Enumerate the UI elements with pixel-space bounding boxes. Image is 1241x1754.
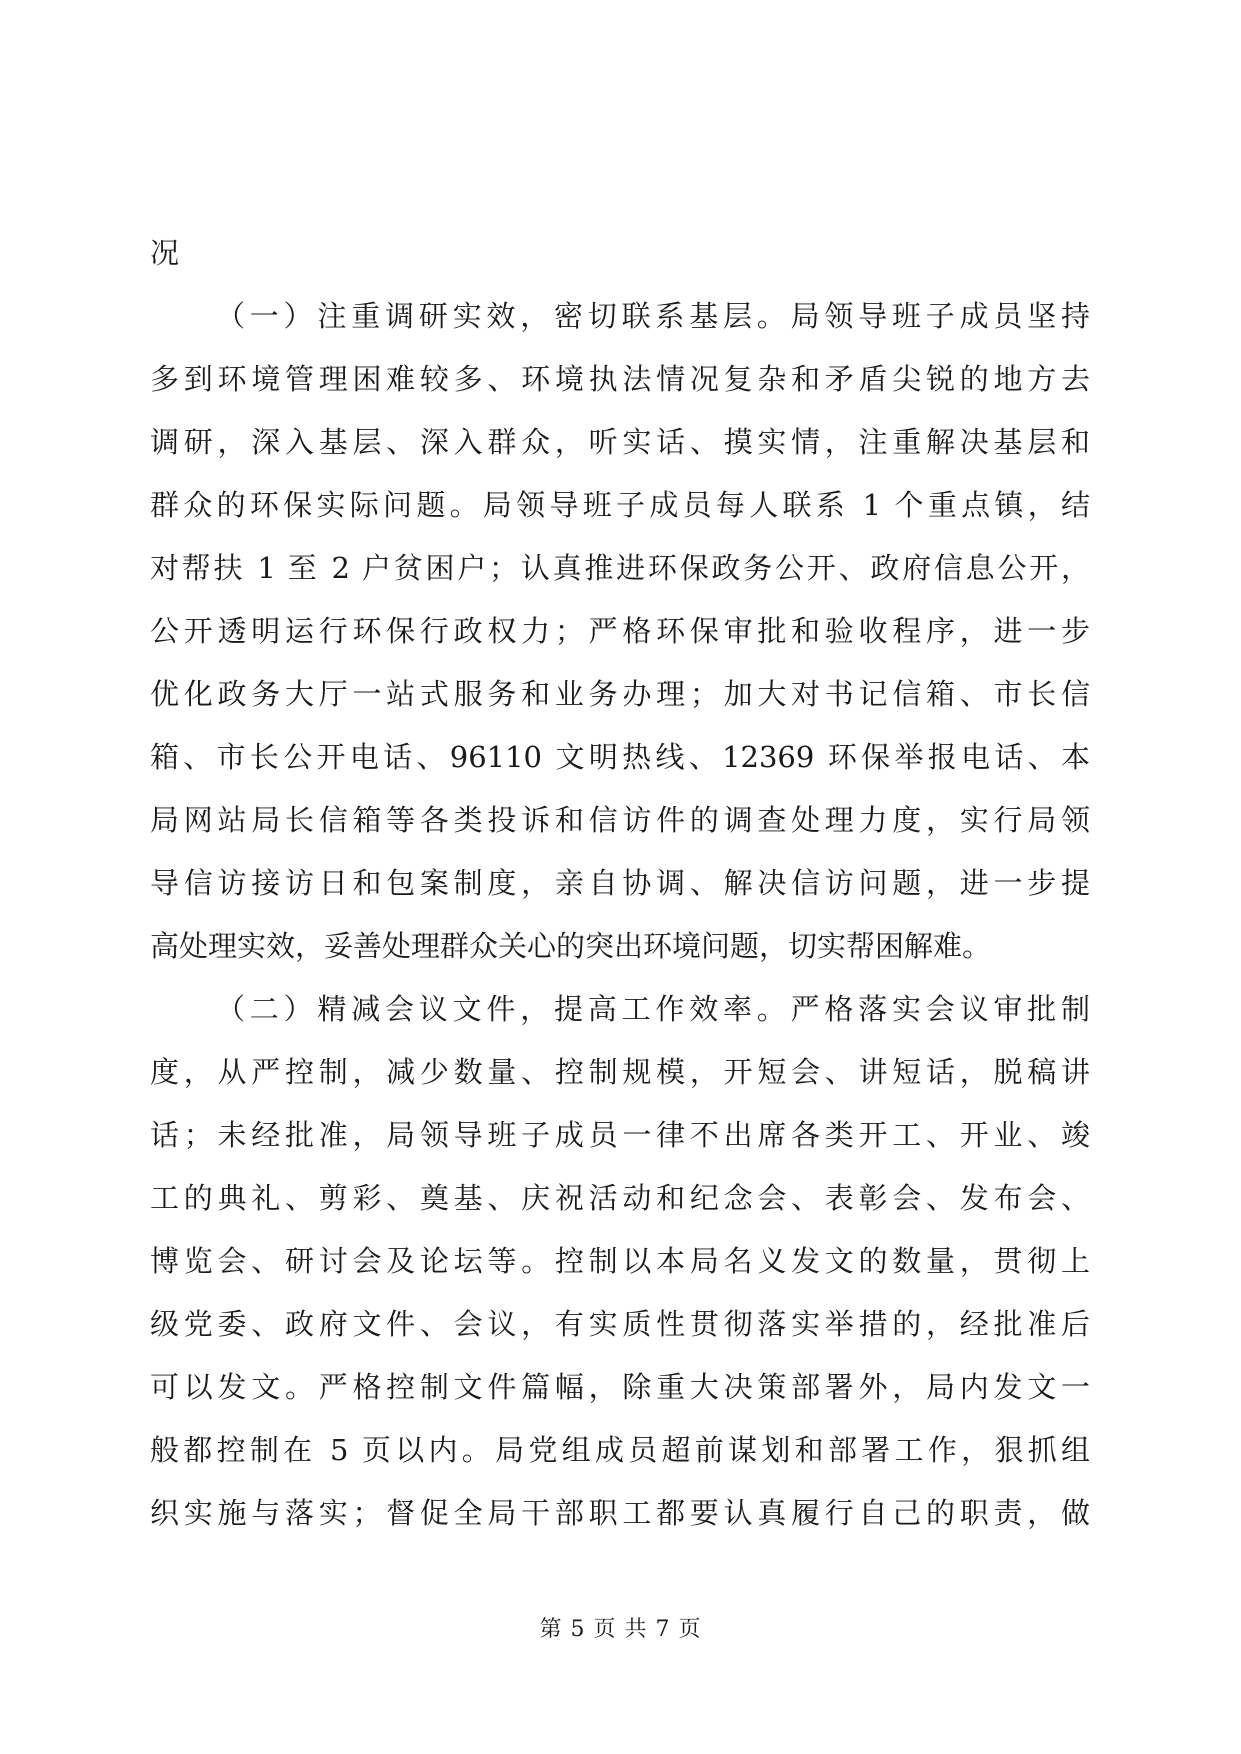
text-line: （二）精减会议文件，提高工作效率。严格落实会议审批制 (216, 992, 1090, 1026)
text-line: 箱、市长公开电话、96110 文明热线、12369 环保举报电话、本 (150, 740, 1090, 774)
text-line: 优化政务大厅一站式服务和业务办理；加大对书记信箱、市长信 (150, 677, 1090, 711)
text-line: 况 (150, 236, 180, 270)
text-line: 级党委、政府文件、会议，有实质性贯彻落实举措的，经批准后 (150, 1307, 1090, 1341)
text-line: （一）注重调研实效，密切联系基层。局领导班子成员坚持 (216, 299, 1090, 333)
text-line: 可以发文。严格控制文件篇幅，除重大决策部署外，局内发文一 (150, 1370, 1090, 1404)
text-line: 局网站局长信箱等各类投诉和信访件的调查处理力度，实行局领 (150, 803, 1090, 837)
text-line: 多到环境管理困难较多、环境执法情况复杂和矛盾尖锐的地方去 (150, 362, 1090, 396)
text-line: 工的典礼、剪彩、奠基、庆祝活动和纪念会、表彰会、发布会、 (150, 1181, 1090, 1215)
text-line: 对帮扶 1 至 2 户贫困户；认真推进环保政务公开、政府信息公开， (150, 551, 1090, 585)
text-line: 度，从严控制，减少数量、控制规模，开短会、讲短话，脱稿讲 (150, 1055, 1090, 1089)
text-line: 话；未经批准，局领导班子成员一律不出席各类开工、开业、竣 (150, 1118, 1090, 1152)
text-line: 群众的环保实际问题。局领导班子成员每人联系 1 个重点镇，结 (150, 488, 1090, 522)
text-line: 般都控制在 5 页以内。局党组成员超前谋划和部署工作，狠抓组 (150, 1433, 1090, 1467)
text-line: 调研，深入基层、深入群众，听实话、摸实情，注重解决基层和 (150, 425, 1090, 459)
text-line: 公开透明运行环保行政权力；严格环保审批和验收程序，进一步 (150, 614, 1090, 648)
text-line: 导信访接访日和包案制度，亲自协调、解决信访问题，进一步提 (150, 866, 1090, 900)
text-line: 高处理实效，妥善处理群众关心的突出环境问题，切实帮困解难。 (150, 929, 992, 963)
body-text (150, 222, 1090, 1545)
page-number-footer: 第 5 页 共 7 页 (539, 1617, 702, 1642)
text-line: 博览会、研讨会及论坛等。控制以本局名义发文的数量，贯彻上 (150, 1244, 1090, 1278)
text-line: 织实施与落实；督促全局干部职工都要认真履行自己的职责，做 (150, 1496, 1090, 1530)
